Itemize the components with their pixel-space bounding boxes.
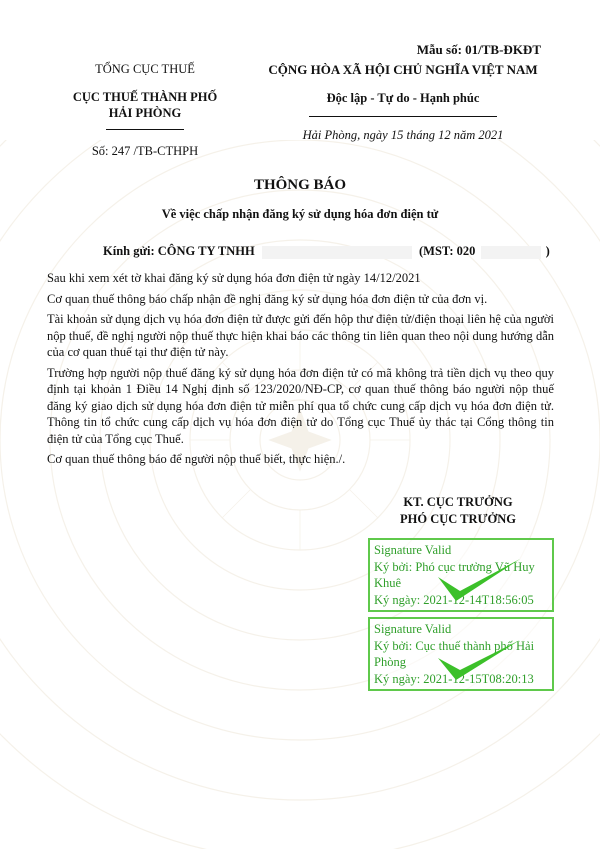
signature-status: Signature Valid	[374, 543, 452, 557]
agency-parent: TỔNG CỤC THUẾ	[95, 62, 195, 76]
recipient-line	[103, 244, 550, 259]
check-icon	[434, 636, 524, 686]
signature-status: Signature Valid	[374, 622, 452, 636]
document-subject: Về việc chấp nhận đăng ký sử dụng hóa đơn điện tử	[161, 207, 439, 221]
signer-title-block	[370, 494, 546, 528]
national-motto: Độc lập - Tự do - Hạnh phúc	[326, 91, 480, 105]
body-paragraph: Sau khi xem xét tờ khai đăng ký sử dụng hóa đơn điện tử ngày 14/12/2021	[47, 271, 421, 285]
signature-signer: Ký bởi: Cục thuế thành phố Hải Phòng	[374, 638, 535, 669]
signature-date: Ký ngày: 2021-12-15T08:20:13	[374, 671, 534, 686]
place-date: Hải Phòng, ngày 15 tháng 12 năm 2021	[302, 128, 504, 142]
signer-line-2: PHÓ CỤC TRƯỞNG	[400, 512, 516, 526]
body-paragraph: Tài khoản sử dụng dịch vụ hóa đơn điện tử được gửi đến hộp thư điện tử/điện thoại liên hệ của người nộp thuế, đề nghị người nộp thuế thực hiện khai báo các thông tin liên quan theo nội dung hướng dẫn của cơ quan thuế tại thư điện tử này.	[47, 312, 554, 359]
issuing-agency-block	[70, 62, 220, 159]
redacted-tax-code	[481, 246, 541, 259]
national-header-block	[260, 62, 546, 143]
body-paragraph: Cơ quan thuế thông báo để người nộp thuế biết, thực hiện./.	[47, 452, 346, 466]
agency-name: CỤC THUẾ THÀNH PHỐ HẢI PHÒNG	[72, 90, 218, 120]
form-number: Mẫu số: 01/TB-ĐKĐT	[416, 42, 541, 57]
motto-underline	[309, 116, 497, 117]
body-paragraph: Trường hợp người nộp thuế đăng ký sử dụng hóa đơn điện tử có mã không trả tiền dịch vụ theo quy định tại khoản 1 Điều 14 Nghị định số 123/2020/NĐ-CP, cơ quan thuế thông báo người nộp thuế đăng ký giao dịch sử dụng hóa đơn điện tử miễn phí qua tổ chức cung cấp dịch vụ hóa đơn điện tử. Thông tin tổ chức cung cấp dịch vụ hóa đơn điện tử do Tổng cục Thuế ủy thác tại Cổng thông tin điện tử của Tổng cục Thuế.	[47, 365, 554, 446]
agency-underline	[106, 129, 184, 130]
document-number: Số: 247 /TB-CTHPH	[91, 144, 199, 158]
recipient-tax-code: (MST: 020	[419, 244, 476, 258]
redacted-company-name	[262, 246, 412, 259]
signer-line-1: KT. CỤC TRƯỞNG	[403, 495, 513, 509]
signature-date: Ký ngày: 2021-12-14T18:56:05	[374, 592, 534, 607]
recipient-prefix: Kính gửi: CÔNG TY TNHH	[103, 244, 255, 258]
document-title: THÔNG BÁO	[253, 177, 347, 193]
body-paragraph: Cơ quan thuế thông báo chấp nhận đề nghị đăng ký sử dụng hóa đơn điện tử của đơn vị.	[47, 291, 488, 306]
nation-title: CỘNG HÒA XÃ HỘI CHỦ NGHĨA VIỆT NAM	[268, 62, 538, 77]
recipient-close-paren: )	[545, 244, 550, 258]
notice-body	[47, 270, 554, 472]
check-icon	[434, 555, 524, 607]
signature-signer: Ký bởi: Phó cục trưởng Vũ Huy Khuê	[374, 559, 535, 590]
